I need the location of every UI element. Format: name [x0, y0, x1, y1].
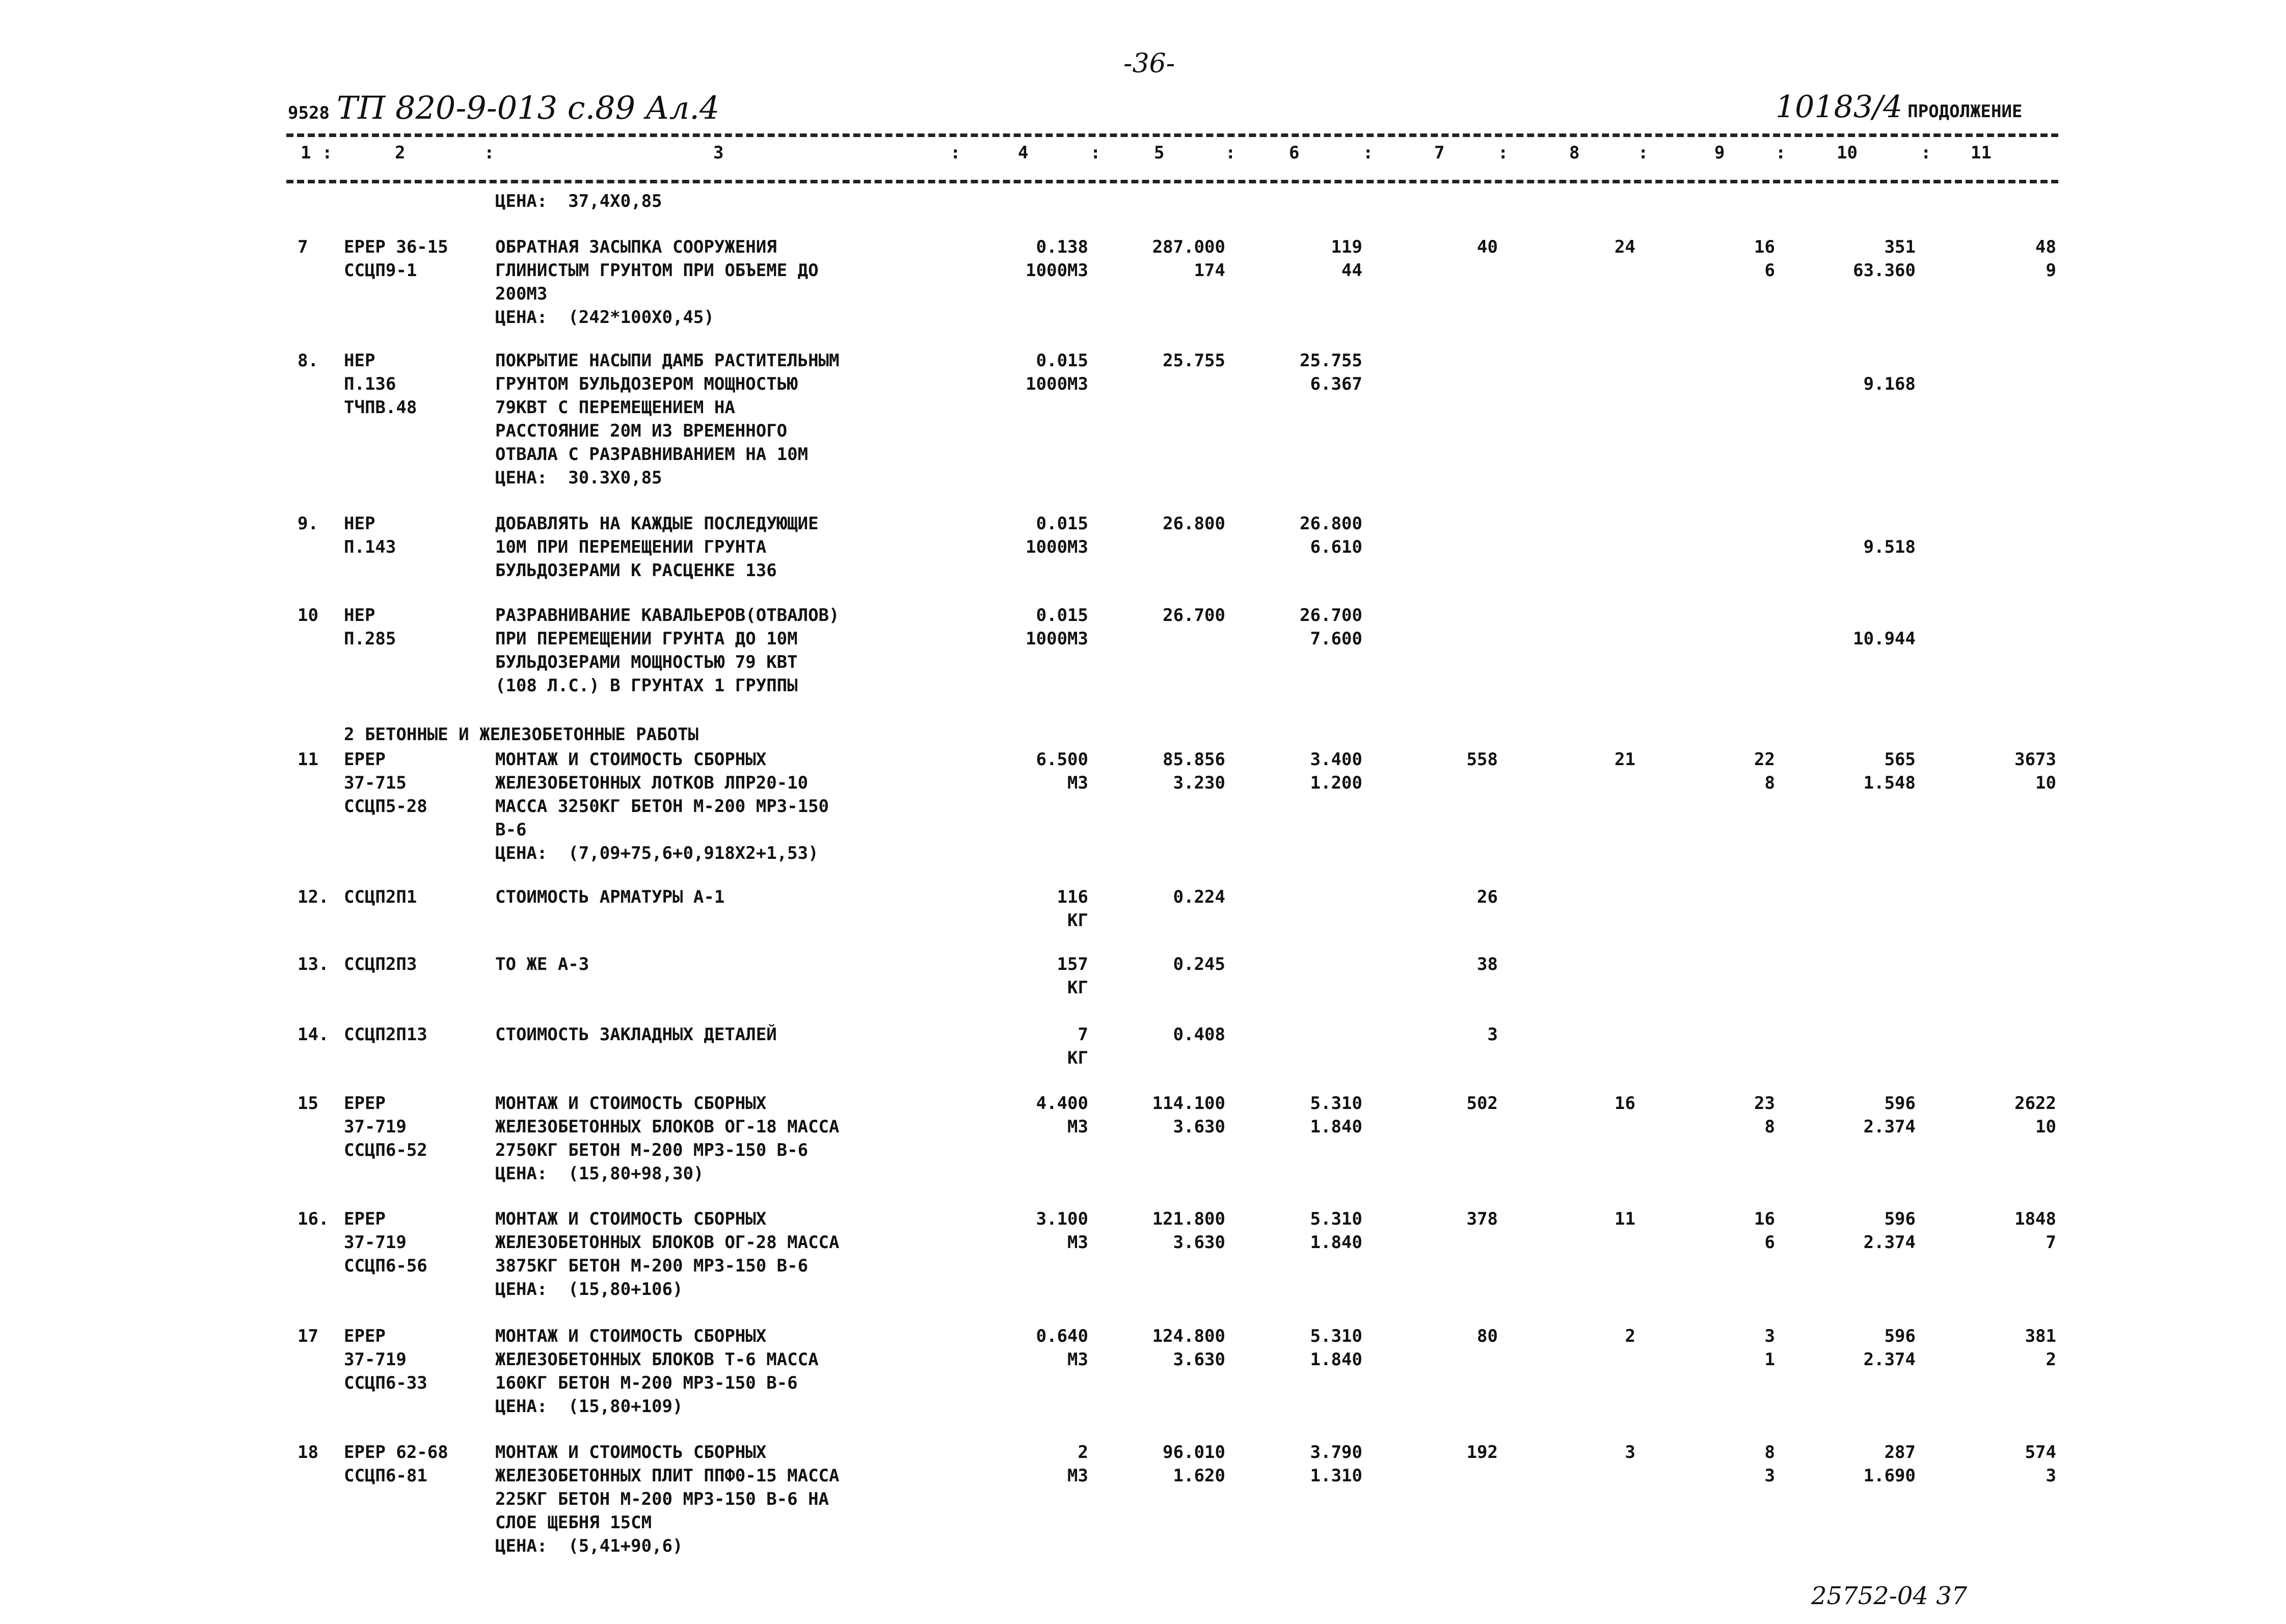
- row-unit-cost: 114.100 3.630: [1152, 1093, 1225, 1137]
- row-code: ССЦП2П1: [344, 887, 417, 907]
- row-description: РАЗРАВНИВАНИЕ КАВАЛЬЕРОВ(ОТВАЛОВ) ПРИ ПЕРЕМЕЩЕНИИ ГРУНТА ДО 10М БУЛЬДОЗЕРАМИ МОЩНОСТЬЮ 79 КВТ (108 Л.С.) В ГРУНТАХ 1 ГРУППЫ: [495, 605, 840, 696]
- row-code: НЕР П.143: [344, 513, 396, 557]
- row-number: 14.: [298, 1024, 329, 1045]
- row-unit-cost: 0.245: [1173, 954, 1225, 975]
- row-labor-total: 1848 7: [2014, 1209, 2056, 1253]
- row-total-cost: 40: [1477, 237, 1498, 257]
- row-unit-cost: 96.010 1.620: [1163, 1442, 1225, 1486]
- row-number: 8.: [298, 350, 318, 371]
- row-total-cost: 80: [1477, 1326, 1498, 1346]
- column-header-2: 2: [395, 143, 406, 163]
- header-right: [1776, 89, 2022, 125]
- column-separator: :: [484, 143, 495, 163]
- row-machine-cost: 16 6: [1754, 1209, 1775, 1253]
- row-wage-cost: 119 44: [1331, 237, 1362, 281]
- header-continuation: ПРОДОЛЖЕНИЕ: [1907, 101, 2023, 122]
- footer-note: 25752-04 37: [1811, 1582, 1968, 1610]
- header-rule-bottom: [286, 180, 2058, 183]
- row-machine-cost: 22 8: [1754, 749, 1775, 793]
- page-number: -36-: [1123, 48, 1175, 79]
- header-code: 9528: [288, 103, 330, 123]
- row-labor-total: 3673 10: [2014, 749, 2056, 793]
- row-total-cost: 38: [1477, 954, 1498, 975]
- row-total-wages: 21: [1615, 749, 1635, 770]
- row-number: 13.: [298, 954, 329, 975]
- column-separator: :: [1638, 143, 1649, 163]
- row-total-wages: 3: [1625, 1442, 1635, 1463]
- row-machine-cost: 8 3: [1764, 1442, 1775, 1486]
- row-unit-cost: 0.408: [1173, 1024, 1225, 1045]
- row-description: ОБРАТНАЯ ЗАСЫПКА СООРУЖЕНИЯ ГЛИНИСТЫМ ГРУНТОМ ПРИ ОБЪЕМЕ ДО 200М3 ЦЕНА: (242*100Х0,45): [495, 237, 819, 328]
- row-number: 17: [298, 1326, 318, 1346]
- row-unit-cost: 124.800 3.630: [1152, 1326, 1225, 1370]
- row-machine-cost: 3 1: [1764, 1326, 1775, 1370]
- row-labor-unit: 10.944: [1853, 629, 1916, 649]
- row-code: ЕРЕР 37-719 ССЦП6-56: [344, 1209, 427, 1276]
- column-separator: :: [950, 143, 961, 163]
- row-labor-unit: 565 1.548: [1863, 749, 1916, 793]
- row-number: 7: [298, 237, 308, 257]
- row-description: СТОИМОСТЬ АРМАТУРЫ А-1: [495, 887, 725, 907]
- row-quantity: 157 КГ: [1057, 954, 1088, 998]
- row-labor-unit: 596 2.374: [1863, 1093, 1916, 1137]
- row-number: 15: [298, 1093, 318, 1114]
- row-machine-cost: 16 6: [1754, 237, 1775, 281]
- row-code: ЕРЕР 37-715 ССЦП5-28: [344, 749, 427, 817]
- row-code: ЕРЕР 62-68 ССЦП6-81: [344, 1442, 448, 1486]
- row-code: ЕРЕР 36-15 ССЦП9-1: [344, 237, 448, 281]
- row-quantity: 3.100 М3: [1036, 1209, 1088, 1253]
- row-description: МОНТАЖ И СТОИМОСТЬ СБОРНЫХ ЖЕЛЕЗОБЕТОННЫХ ЛОТКОВ ЛПР20-10 МАССА 3250КГ БЕТОН М-200 МРЗ-150 В-6 ЦЕНА: (7,09+75,6+0,918Х2+1,53): [495, 749, 829, 863]
- row-unit-cost: 121.800 3.630: [1152, 1209, 1225, 1253]
- row-labor-unit: 287 1.690: [1863, 1442, 1916, 1486]
- row-labor-unit: 9.518: [1863, 537, 1916, 557]
- row-number: 11: [298, 749, 318, 770]
- column-separator: :: [322, 143, 333, 163]
- row-total-cost: 378: [1466, 1209, 1498, 1229]
- row-code: НЕР П.285: [344, 605, 396, 649]
- row-wage-cost: 5.310 1.840: [1310, 1209, 1362, 1253]
- row-quantity: 0.015 1000М3: [1026, 605, 1088, 649]
- row-description: МОНТАЖ И СТОИМОСТЬ СБОРНЫХ ЖЕЛЕЗОБЕТОННЫХ ПЛИТ ППФ0-15 МАССА 225КГ БЕТОН М-200 МРЗ-150 В-6 НА СЛОЕ ЩЕБНЯ 15СМ ЦЕНА: (5,41+90,6): [495, 1442, 840, 1556]
- row-unit-cost: 287.000 174: [1152, 237, 1225, 281]
- row-unit-cost: 26.800: [1163, 513, 1225, 534]
- row-wage-cost: 26.700 7.600: [1300, 605, 1362, 649]
- row-total-cost: 558: [1466, 749, 1498, 770]
- row-code: НЕР П.136 ТЧПВ.48: [344, 350, 417, 418]
- row-quantity: 0.015 1000М3: [1026, 513, 1088, 557]
- row-number: 16.: [298, 1209, 329, 1229]
- column-separator: :: [1225, 143, 1236, 163]
- header-doc-title: ТП 820-9-013 с.89 Ал.4: [336, 89, 720, 126]
- column-header-11: 11: [1971, 143, 1992, 163]
- column-header-9: 9: [1714, 143, 1725, 163]
- row-quantity: 116 КГ: [1057, 887, 1088, 931]
- row-description: ТО ЖЕ А-3: [495, 954, 589, 975]
- row-description: СТОИМОСТЬ ЗАКЛАДНЫХ ДЕТАЛЕЙ: [495, 1024, 777, 1045]
- row-wage-cost: 26.800 6.610: [1300, 513, 1362, 557]
- row-total-cost: 3: [1487, 1024, 1498, 1045]
- row-total-cost: 26: [1477, 887, 1498, 907]
- row-wage-cost: 3.790 1.310: [1310, 1442, 1362, 1486]
- header-doc-number: 10183/4: [1776, 89, 1903, 125]
- row-labor-unit: 596 2.374: [1863, 1209, 1916, 1253]
- top-price-line: ЦЕНА: 37,4Х0,85: [495, 191, 662, 211]
- column-header-8: 8: [1569, 143, 1580, 163]
- row-unit-cost: 0.224: [1173, 887, 1225, 907]
- row-number: 12.: [298, 887, 329, 907]
- row-labor-unit: 596 2.374: [1863, 1326, 1916, 1370]
- section-title: 2 БЕТОННЫЕ И ЖЕЛЕЗОБЕТОННЫЕ РАБОТЫ: [344, 724, 698, 745]
- column-header-3: 3: [713, 143, 724, 163]
- header-left: [288, 89, 719, 126]
- row-total-wages: 11: [1615, 1209, 1635, 1229]
- row-total-cost: 192: [1466, 1442, 1498, 1463]
- row-quantity: 6.500 М3: [1036, 749, 1088, 793]
- column-separator: :: [1921, 143, 1931, 163]
- row-quantity: 0.138 1000М3: [1026, 237, 1088, 281]
- row-wage-cost: 3.400 1.200: [1310, 749, 1362, 793]
- row-code: ССЦП2П13: [344, 1024, 427, 1045]
- row-code: ССЦП2П3: [344, 954, 417, 975]
- column-header-1: 1: [301, 143, 311, 163]
- column-separator: :: [1776, 143, 1786, 163]
- row-quantity: 2 М3: [1067, 1442, 1088, 1486]
- row-unit-cost: 26.700: [1163, 605, 1225, 626]
- row-quantity: 0.015 1000М3: [1026, 350, 1088, 394]
- row-code: ЕРЕР 37-719 ССЦП6-52: [344, 1093, 427, 1160]
- row-labor-total: 48 9: [2035, 237, 2056, 281]
- row-unit-cost: 25.755: [1163, 350, 1225, 371]
- row-labor-total: 381 2: [2025, 1326, 2056, 1370]
- column-separator: :: [1090, 143, 1101, 163]
- row-wage-cost: 25.755 6.367: [1300, 350, 1362, 394]
- row-description: ПОКРЫТИЕ НАСЫПИ ДАМБ РАСТИТЕЛЬНЫМ ГРУНТОМ БУЛЬДОЗЕРОМ МОЩНОСТЬЮ 79КВТ С ПЕРЕМЕЩЕНИЕМ НА РАССТОЯНИЕ 20М ИЗ ВРЕМЕННОГО ОТВАЛА С РАЗРАВНИВАНИЕМ НА 10М ЦЕНА: 30.3Х0,85: [495, 350, 840, 488]
- row-number: 9.: [298, 513, 318, 534]
- row-code: ЕРЕР 37-719 ССЦП6-33: [344, 1326, 427, 1393]
- row-wage-cost: 5.310 1.840: [1310, 1093, 1362, 1137]
- header-rule-top: [286, 133, 2058, 137]
- column-header-5: 5: [1154, 143, 1165, 163]
- column-separator: :: [1498, 143, 1509, 163]
- row-total-wages: 2: [1625, 1326, 1635, 1346]
- row-quantity: 4.400 М3: [1036, 1093, 1088, 1137]
- column-header-7: 7: [1434, 143, 1445, 163]
- row-number: 10: [298, 605, 318, 626]
- row-quantity: 0.640 М3: [1036, 1326, 1088, 1370]
- row-total-wages: 16: [1615, 1093, 1635, 1114]
- row-description: МОНТАЖ И СТОИМОСТЬ СБОРНЫХ ЖЕЛЕЗОБЕТОННЫХ БЛОКОВ Т-6 МАССА 160КГ БЕТОН М-200 МРЗ-150 В-6 ЦЕНА: (15,80+109): [495, 1326, 819, 1417]
- row-total-wages: 24: [1615, 237, 1635, 257]
- row-description: МОНТАЖ И СТОИМОСТЬ СБОРНЫХ ЖЕЛЕЗОБЕТОННЫХ БЛОКОВ ОГ-18 МАССА 2750КГ БЕТОН М-200 МРЗ-150 В-6 ЦЕНА: (15,80+98,30): [495, 1093, 840, 1184]
- row-labor-unit: 351 63.360: [1853, 237, 1916, 281]
- row-labor-unit: 9.168: [1863, 374, 1916, 394]
- row-machine-cost: 23 8: [1754, 1093, 1775, 1137]
- column-header-10: 10: [1837, 143, 1858, 163]
- row-description: ДОБАВЛЯТЬ НА КАЖДЫЕ ПОСЛЕДУЮЩИЕ 10М ПРИ ПЕРЕМЕЩЕНИИ ГРУНТА БУЛЬДОЗЕРАМИ К РАСЦЕНКЕ 136: [495, 513, 819, 581]
- row-quantity: 7 КГ: [1067, 1024, 1088, 1068]
- column-header-4: 4: [1018, 143, 1029, 163]
- row-unit-cost: 85.856 3.230: [1163, 749, 1225, 793]
- row-labor-total: 2622 10: [2014, 1093, 2056, 1137]
- row-total-cost: 502: [1466, 1093, 1498, 1114]
- row-wage-cost: 5.310 1.840: [1310, 1326, 1362, 1370]
- row-labor-total: 574 3: [2025, 1442, 2056, 1486]
- row-number: 18: [298, 1442, 318, 1463]
- column-separator: :: [1363, 143, 1374, 163]
- row-description: МОНТАЖ И СТОИМОСТЬ СБОРНЫХ ЖЕЛЕЗОБЕТОННЫХ БЛОКОВ ОГ-28 МАССА 3875КГ БЕТОН М-200 МРЗ-150 В-6 ЦЕНА: (15,80+106): [495, 1209, 840, 1300]
- column-header-6: 6: [1289, 143, 1300, 163]
